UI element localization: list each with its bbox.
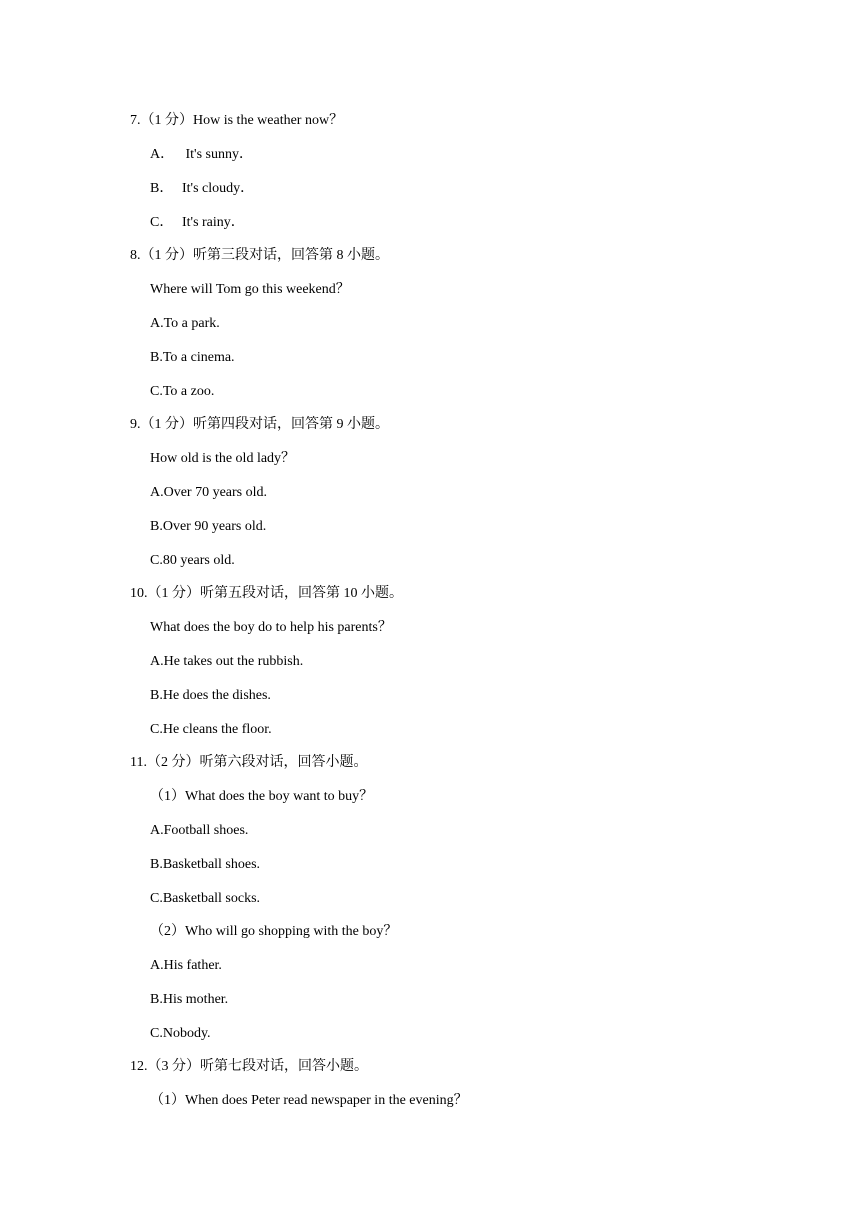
option-text: It's sunny． xyxy=(182,147,253,162)
question-8-stem: Where will Tom go this weekend？ xyxy=(150,282,350,297)
option-letter: A． xyxy=(150,147,175,162)
question-8-option-b: B.To a cinema. xyxy=(150,350,235,365)
question-11-part-2-stem: （2）Who will go shopping with the boy？ xyxy=(150,924,398,939)
question-8-header: 8.（1 分）听第三段对话，回答第 8 小题。 xyxy=(130,248,389,263)
question-11-part-1-option-c: C.Basketball socks. xyxy=(150,891,261,906)
question-12-header: 12.（3 分）听第七段对话，回答小题。 xyxy=(130,1059,368,1074)
question-10-stem: What does the boy do to help his parents？ xyxy=(150,620,392,635)
question-8-option-c: C.To a zoo. xyxy=(150,384,215,399)
question-9-option-c: C.80 years old. xyxy=(150,553,235,568)
question-7-header: 7.（1 分）How is the weather now？ xyxy=(130,113,344,128)
question-10-header: 10.（1 分）听第五段对话，回答第 10 小题。 xyxy=(130,586,403,601)
question-11-part-2-option-c: C.Nobody. xyxy=(150,1026,211,1041)
question-10-option-b: B.He does the dishes. xyxy=(150,688,271,703)
question-9-header: 9.（1 分）听第四段对话，回答第 9 小题。 xyxy=(130,417,389,432)
question-11-part-1-option-a: A.Football shoes. xyxy=(150,823,249,838)
question-7-option-b xyxy=(150,180,254,198)
question-11-header: 11.（2 分）听第六段对话，回答小题。 xyxy=(130,755,368,770)
question-10-option-c: C.He cleans the floor. xyxy=(150,722,272,737)
question-9-option-a: A.Over 70 years old. xyxy=(150,485,268,500)
question-8-option-a: A.To a park. xyxy=(150,316,220,331)
question-7-option-a xyxy=(150,146,253,164)
option-letter: B． xyxy=(150,181,174,196)
option-text: It's rainy． xyxy=(182,215,245,230)
question-11-part-2-option-a: A.His father. xyxy=(150,958,222,973)
option-letter: C． xyxy=(150,215,174,230)
option-text: It's cloudy． xyxy=(182,181,255,196)
question-10-option-a: A.He takes out the rubbish. xyxy=(150,654,304,669)
question-9-option-b: B.Over 90 years old. xyxy=(150,519,267,534)
question-9-stem: How old is the old lady？ xyxy=(150,451,296,466)
question-12-part-1-stem: （1）When does Peter read newspaper in the evening？ xyxy=(150,1093,468,1108)
question-11-part-1-option-b: B.Basketball shoes. xyxy=(150,857,261,872)
question-7-option-c xyxy=(150,214,245,232)
question-11-part-1-stem: （1）What does the boy want to buy？ xyxy=(150,789,374,804)
question-11-part-2-option-b: B.His mother. xyxy=(150,992,229,1007)
